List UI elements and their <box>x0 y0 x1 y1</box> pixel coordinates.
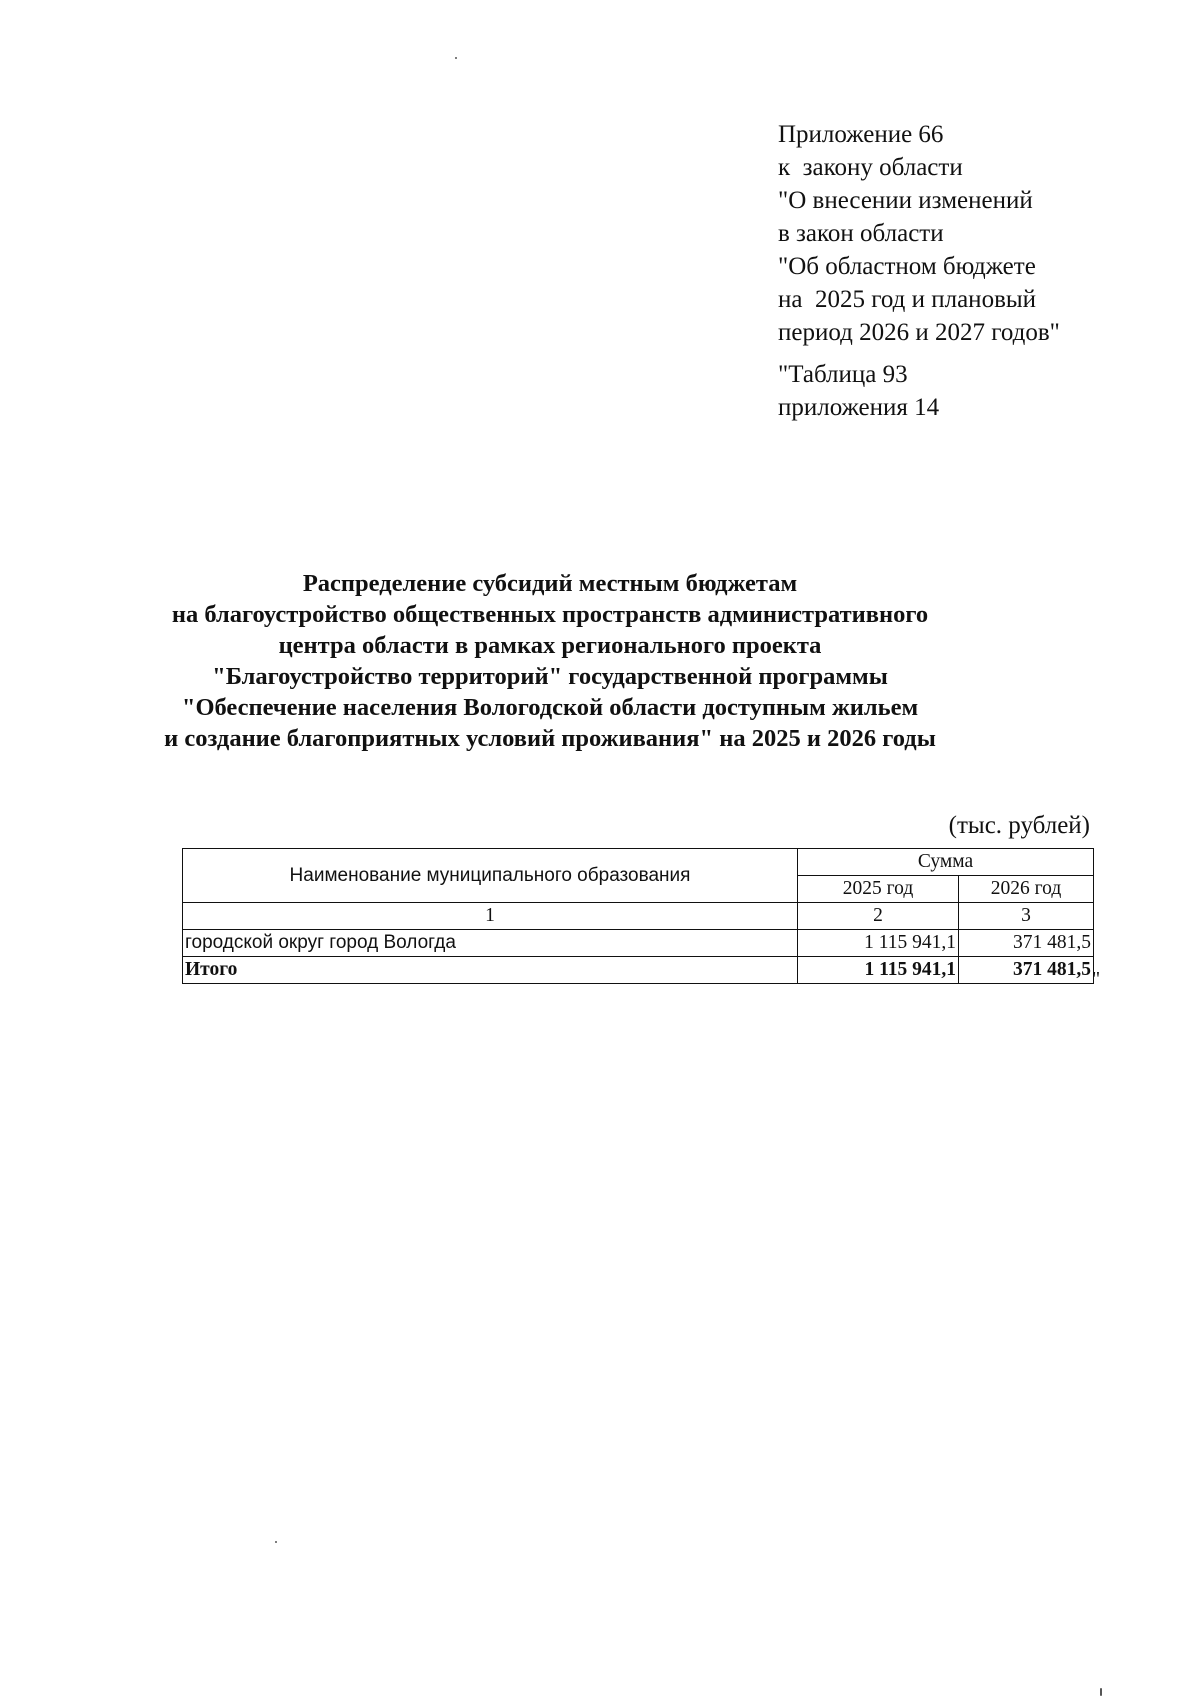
amount-2025: 1 115 941,1 <box>798 930 959 957</box>
title-line: и создание благоприятных условий проживания" на 2025 и 2026 годы <box>164 725 936 752</box>
table-header-row <box>183 849 1094 876</box>
header-line: Приложение 66 <box>778 121 944 148</box>
header-year-2025: 2025 год <box>798 876 959 903</box>
table-reference <box>778 358 939 424</box>
title-line: на благоустройство общественных пространств административного <box>171 601 929 628</box>
header-line: на 2025 год и плановый <box>778 286 1037 313</box>
column-number: 2 <box>798 903 959 930</box>
table-ref-line: приложения 14 <box>778 394 940 421</box>
header-line: период 2026 и 2027 годов" <box>778 319 1060 346</box>
column-number: 1 <box>183 903 798 930</box>
title-line: "Обеспечение населения Вологодской области доступным жильем <box>181 694 919 721</box>
scan-speck <box>1100 1688 1102 1696</box>
header-year-2026: 2026 год <box>959 876 1094 903</box>
header-line: в закон области <box>778 220 944 247</box>
header-line: "О внесении изменений <box>778 187 1033 214</box>
title-line: центра области в рамках регионального проекта <box>278 632 822 659</box>
scan-speck <box>275 1541 277 1543</box>
title-line: "Благоустройство территорий" государственной программы <box>212 663 888 690</box>
header-sum-cell: Сумма <box>798 849 1094 876</box>
header-line: "Об областном бюджете <box>778 253 1036 280</box>
header-name-cell: Наименование муниципального образования <box>183 849 798 903</box>
table-row <box>183 930 1094 957</box>
total-2025: 1 115 941,1 <box>798 957 959 984</box>
column-number: 3 <box>959 903 1094 930</box>
total-2026: 371 481,5 <box>959 957 1094 984</box>
subsidy-table <box>182 848 1094 984</box>
scan-speck <box>455 57 457 59</box>
total-row <box>183 957 1094 984</box>
total-label: Итого <box>183 957 798 984</box>
amount-2026: 371 481,5 <box>959 930 1094 957</box>
units-label: (тыс. рублей) <box>948 812 1090 839</box>
header-line: к закону области <box>778 154 963 181</box>
appendix-header <box>778 118 1060 349</box>
table-ref-line: "Таблица 93 <box>778 361 908 388</box>
document-title <box>150 568 950 754</box>
title-line: Распределение субсидий местным бюджетам <box>302 570 798 597</box>
column-numbers-row <box>183 903 1094 930</box>
closing-quote: " <box>1092 968 1101 990</box>
municipality-name: городской округ город Вологда <box>183 930 798 957</box>
